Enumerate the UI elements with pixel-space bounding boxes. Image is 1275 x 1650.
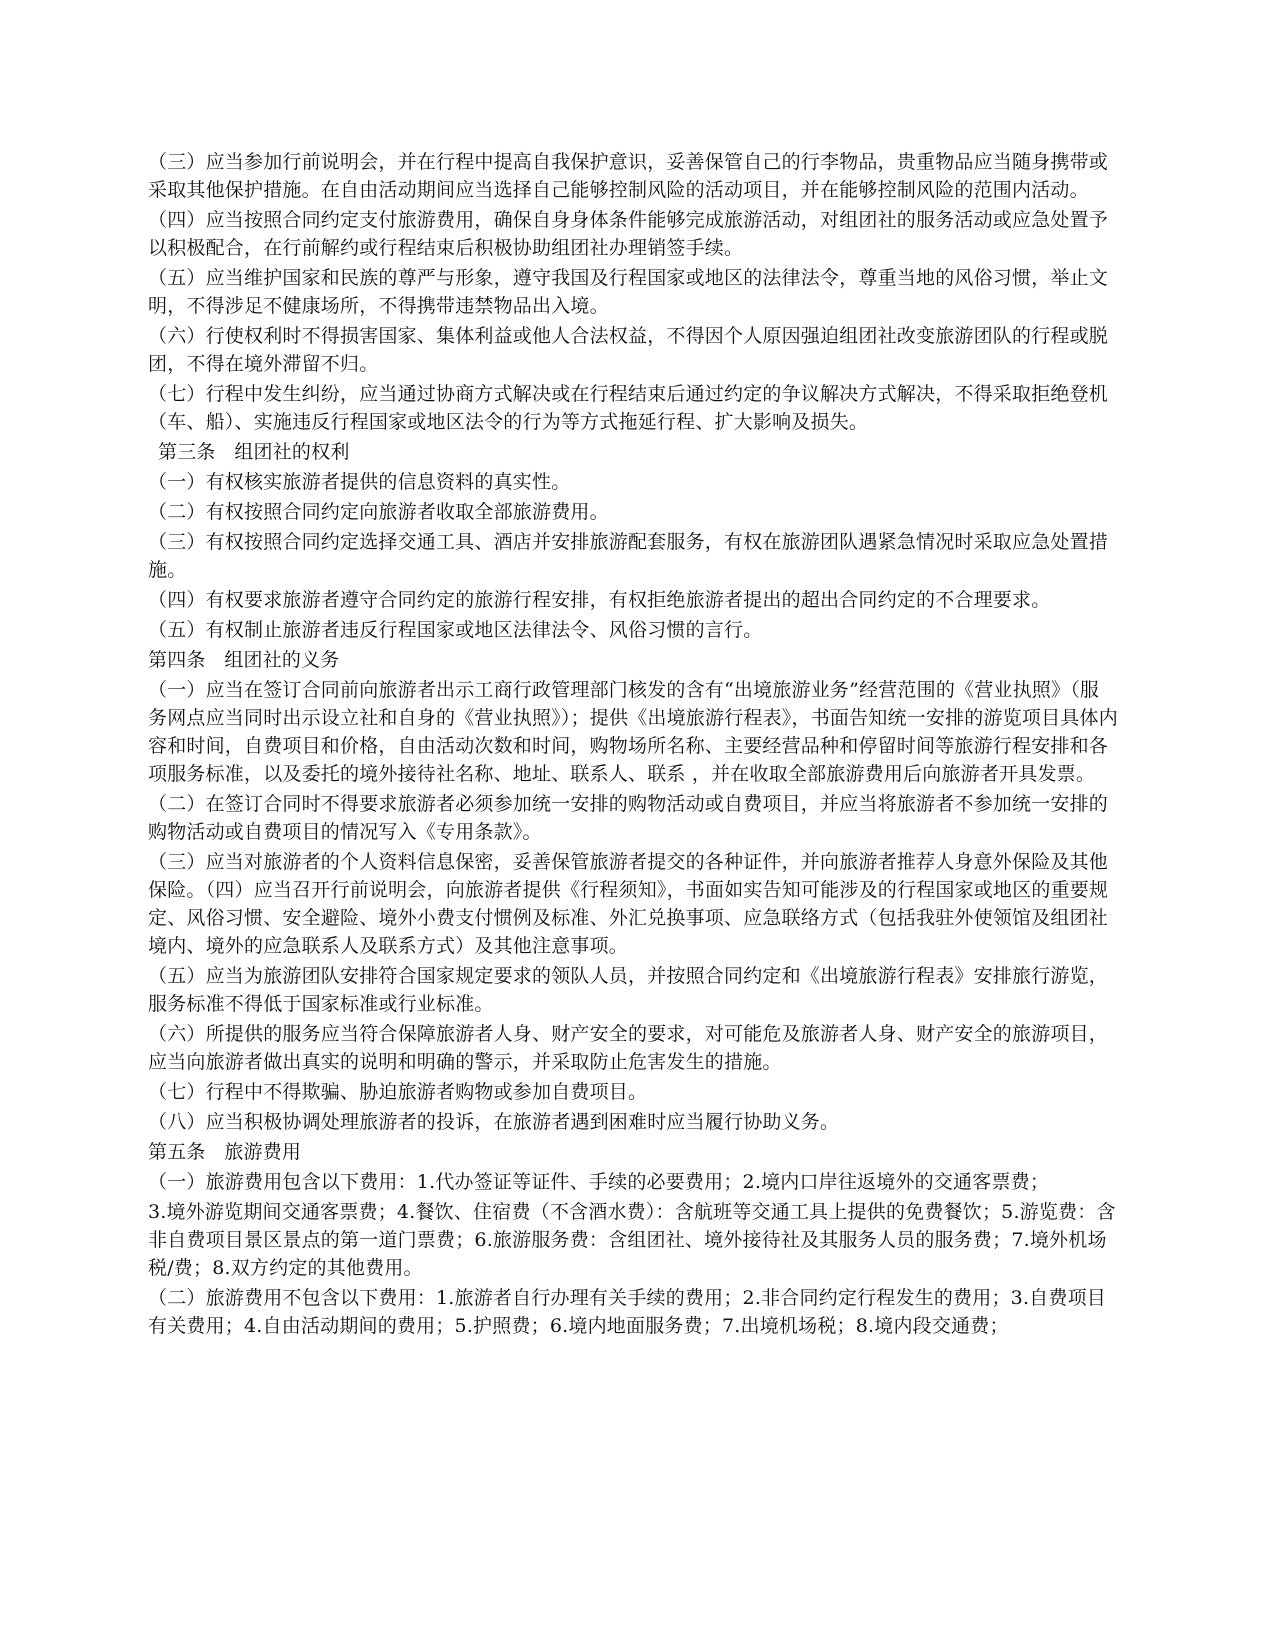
- paragraph-a4-6: （六）所提供的服务应当符合保障旅游者人身、财产安全的要求，对可能危及旅游者人身、财产安全的旅游项目，应当向旅游者做出真实的说明和明确的警示，并采取防止危害发生的措施。: [148, 1023, 1109, 1073]
- paragraph-a4-5: （五）应当为旅游团队安排符合国家规定要求的领队人员，并按照合同约定和《出境旅游行程表》安排旅行游览，服务标准不得低于国家标准或行业标准。: [148, 965, 1109, 1015]
- paragraph-a5-2: （二）旅游费用不包含以下费用：1.旅游者自行办理有关手续的费用；2.非合同约定行程发生的费用；3.自费项目有关费用；4.自由活动期间的费用；5.护照费；6.境内地面服务费；7.出境机场税；8.境内段交通费；: [148, 1287, 1106, 1337]
- paragraph-3-6: （六）行使权利时不得损害国家、集体利益或他人合法权益，不得因个人原因强迫组团社改变旅游团队的行程或脱团，不得在境外滞留不归。: [148, 325, 1109, 375]
- document-page: [148, 148, 1118, 1342]
- paragraph-a4-1: （一）应当在签订合同前向旅游者出示工商行政管理部门核发的含有“出境旅游业务”经营范围的《营业执照》（服务网点应当同时出示设立社和自身的《营业执照》）；提供《出境旅游行程表》，书面告知统一安排的游览项目具体内容和时间，自费项目和价格，自由活动次数和时间，购物场所名称、主要经营品种和停留时间等旅游行程安排和各项服务标准，以及委托的境外接待社名称、地址、联系人、联系 ，并在收取全部旅游费用后向旅游者开具发票。: [148, 679, 1118, 785]
- paragraph-a4-8: （八）应当积极协调处理旅游者的投诉，在旅游者遇到困难时应当履行协助义务。: [148, 1111, 840, 1133]
- paragraph-3-3: （三）应当参加行前说明会，并在行程中提高自我保护意识，妥善保管自己的行李物品，贵重物品应当随身携带或采取其他保护措施。在自由活动期间应当选择自己能够控制风险的活动项目，并在能够控制风险的范围内活动。: [148, 151, 1109, 201]
- paragraph-a3-4: （四）有权要求旅游者遵守合同约定的旅游行程安排，有权拒绝旅游者提出的超出合同约定的不合理要求。: [148, 589, 1051, 611]
- paragraph-a3-2: （二）有权按照合同约定向旅游者收取全部旅游费用。: [148, 501, 609, 523]
- paragraph-3-4: （四）应当按照合同约定支付旅游费用，确保自身身体条件能够完成旅游活动，对组团社的服务活动或应急处置予以积极配合，在行前解约或行程结束后积极协助组团社办理销签手续。: [148, 209, 1109, 259]
- paragraph-a3-3: （三）有权按照合同约定选择交通工具、酒店并安排旅游配套服务，有权在旅游团队遇紧急情况时采取应急处置措施。: [148, 531, 1109, 581]
- paragraph-a4-7: （七）行程中不得欺骗、胁迫旅游者购物或参加自费项目。: [148, 1081, 648, 1103]
- paragraph-a5-1: （一）旅游费用包含以下费用：1.代办签证等证件、手续的必要费用；2.境内口岸往返境外的交通客票费；: [148, 1171, 1050, 1193]
- article-3-heading: 第三条 组团社的权利: [158, 441, 350, 463]
- paragraph-a5-1-cont: 3.境外游览期间交通客票费；4.餐饮、住宿费（不含酒水费）：含航班等交通工具上提供的免费餐饮；5.游览费：含非自费项目景区景点的第一道门票费；6.旅游服务费：含组团社、境外接待社及其服务人员的服务费；7.境外机场税/费；8.双方约定的其他费用。: [148, 1201, 1116, 1279]
- article-5-heading: 第五条 旅游费用: [148, 1141, 302, 1163]
- paragraph-a4-2: （二）在签订合同时不得要求旅游者必须参加统一安排的购物活动或自费项目，并应当将旅游者不参加统一安排的购物活动或自费项目的情况写入《专用条款》。: [148, 793, 1109, 843]
- paragraph-a3-1: （一）有权核实旅游者提供的信息资料的真实性。: [148, 471, 571, 493]
- paragraph-3-7: （七）行程中发生纠纷，应当通过协商方式解决或在行程结束后通过约定的争议解决方式解决，不得采取拒绝登机（车、船）、实施违反行程国家或地区法令的行为等方式拖延行程、扩大影响及损失。: [148, 383, 1109, 433]
- paragraph-3-5: （五）应当维护国家和民族的尊严与形象，遵守我国及行程国家或地区的法律法令，尊重当地的风俗习惯，举止文明，不得涉足不健康场所，不得携带违禁物品出入境。: [148, 267, 1109, 317]
- paragraph-a3-5: （五）有权制止旅游者违反行程国家或地区法律法令、风俗习惯的言行。: [148, 619, 763, 641]
- article-4-heading: 第四条 组团社的义务: [148, 649, 340, 671]
- paragraph-a4-3: （三）应当对旅游者的个人资料信息保密，妥善保管旅游者提交的各种证件，并向旅游者推荐人身意外保险及其他保险。（四）应当召开行前说明会，向旅游者提供《行程须知》，书面如实告知可能涉及的行程国家或地区的重要规定、风俗习惯、安全避险、境外小费支付惯例及标准、外汇兑换事项、应急联络方式（包括我驻外使领馆及组团社境内、境外的应急联系人及联系方式）及其他注意事项。: [148, 851, 1109, 957]
